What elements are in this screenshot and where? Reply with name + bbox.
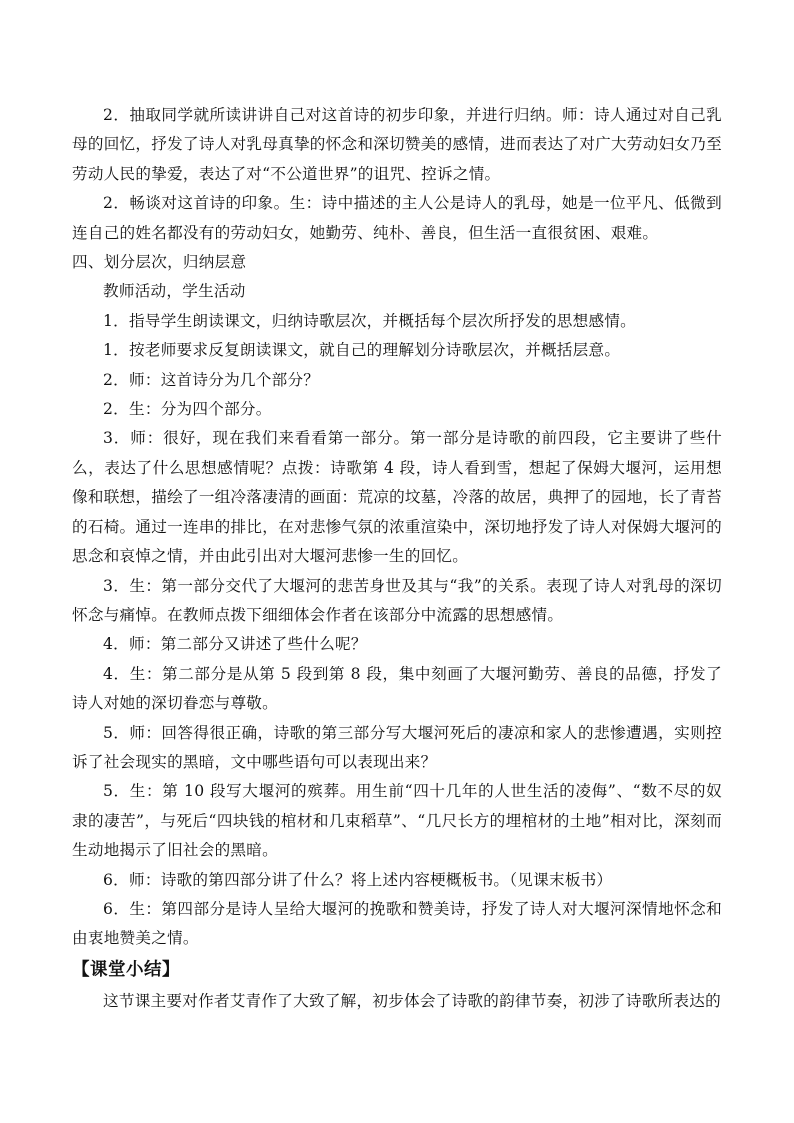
paragraph: 3．师：很好，现在我们来看看第一部分。第一部分是诗歌的前四段，它主要讲了些什么，表达了什么思想感情呢？点拨：诗歌第 4 段，诗人看到雪，想起了保姆大堰河，运用想像和联想，描绘了一组冷落凄清的画面：荒凉的坟墓，冷落的故居，典押了的园地，长了青苔的石椅。通过一连串的排比，在对悲惨气氛的浓重渲染中，深切地抒发了诗人对保姆大堰河的思念和哀悼之情，并由此引出对大堰河悲惨一生的回忆。 [72, 429, 722, 566]
paragraph: 6．生：第四部分是诗人呈给大堰河的挽歌和赞美诗，抒发了诗人对大堰河深情地怀念和由衷地赞美之情。 [72, 899, 722, 948]
section-heading: 四、划分层次，归纳层意 [72, 253, 247, 272]
paragraph: 2．畅谈对这首诗的印象。生：诗中描述的主人公是诗人的乳母，她是一位平凡、低微到连自己的姓名都没有的劳动妇女，她勤劳、纯朴、善良，但生活一直很贫困、艰难。 [72, 194, 722, 242]
paragraph: 2．生：分为四个部分。 [103, 400, 272, 419]
paragraph: 教师活动，学生活动 [103, 282, 246, 301]
summary-heading: 【课堂小结】 [72, 959, 180, 980]
document-body [72, 101, 722, 1016]
paragraph: 1．按老师要求反复朗读课文，就自己的理解划分诗歌层次，并概括层意。 [103, 341, 621, 360]
paragraph: 1．指导学生朗读课文，归纳诗歌层次，并概括每个层次所抒发的思想感情。 [103, 311, 637, 330]
paragraph: 3．生：第一部分交代了大堰河的悲苦身世及其与“我”的关系。表现了诗人对乳母的深切怀念与痛悼。在教师点拨下细细体会作者在该部分中流露的思想感情。 [72, 576, 722, 624]
paragraph: 2．师：这首诗分为几个部分？ [103, 370, 320, 389]
paragraph: 4．生：第二部分是从第 5 段到第 8 段，集中刻画了大堰河勤劳、善良的品德，抒发了诗人对她的深切眷恋与尊敬。 [72, 664, 722, 713]
paragraph: 5．生：第 10 段写大堰河的殡葬。用生前“四十几年的人世生活的凌侮”、“数不尽的奴隶的凄苦”，与死后“四块钱的棺材和几束稻草”、“几尺长方的埋棺材的土地”相对比，深刻而生动地揭示了旧社会的黑暗。 [72, 782, 722, 860]
paragraph: 2．抽取同学就所读讲讲自己对这首诗的初步印象，并进行归纳。师：诗人通过对自己乳母的回忆，抒发了诗人对乳母真挚的怀念和深切赞美的感情，进而表达了对广大劳动妇女乃至劳动人民的挚爱，表达了对“不公道世界”的诅咒、控诉之情。 [72, 106, 722, 183]
paragraph: 5．师：回答得很正确，诗歌的第三部分写大堰河死后的凄凉和家人的悲惨遭遇，实则控诉了社会现实的黑暗，文中哪些语句可以表现出来？ [72, 723, 722, 771]
paragraph: 6．师：诗歌的第四部分讲了什么？将上述内容梗概板书。（见课末板书） [103, 870, 613, 889]
paragraph: 4．师：第二部分又讲述了些什么呢？ [103, 635, 367, 654]
summary-paragraph: 这节课主要对作者艾青作了大致了解，初步体会了诗歌的韵律节奏，初涉了诗歌所表达的 [103, 991, 721, 1010]
